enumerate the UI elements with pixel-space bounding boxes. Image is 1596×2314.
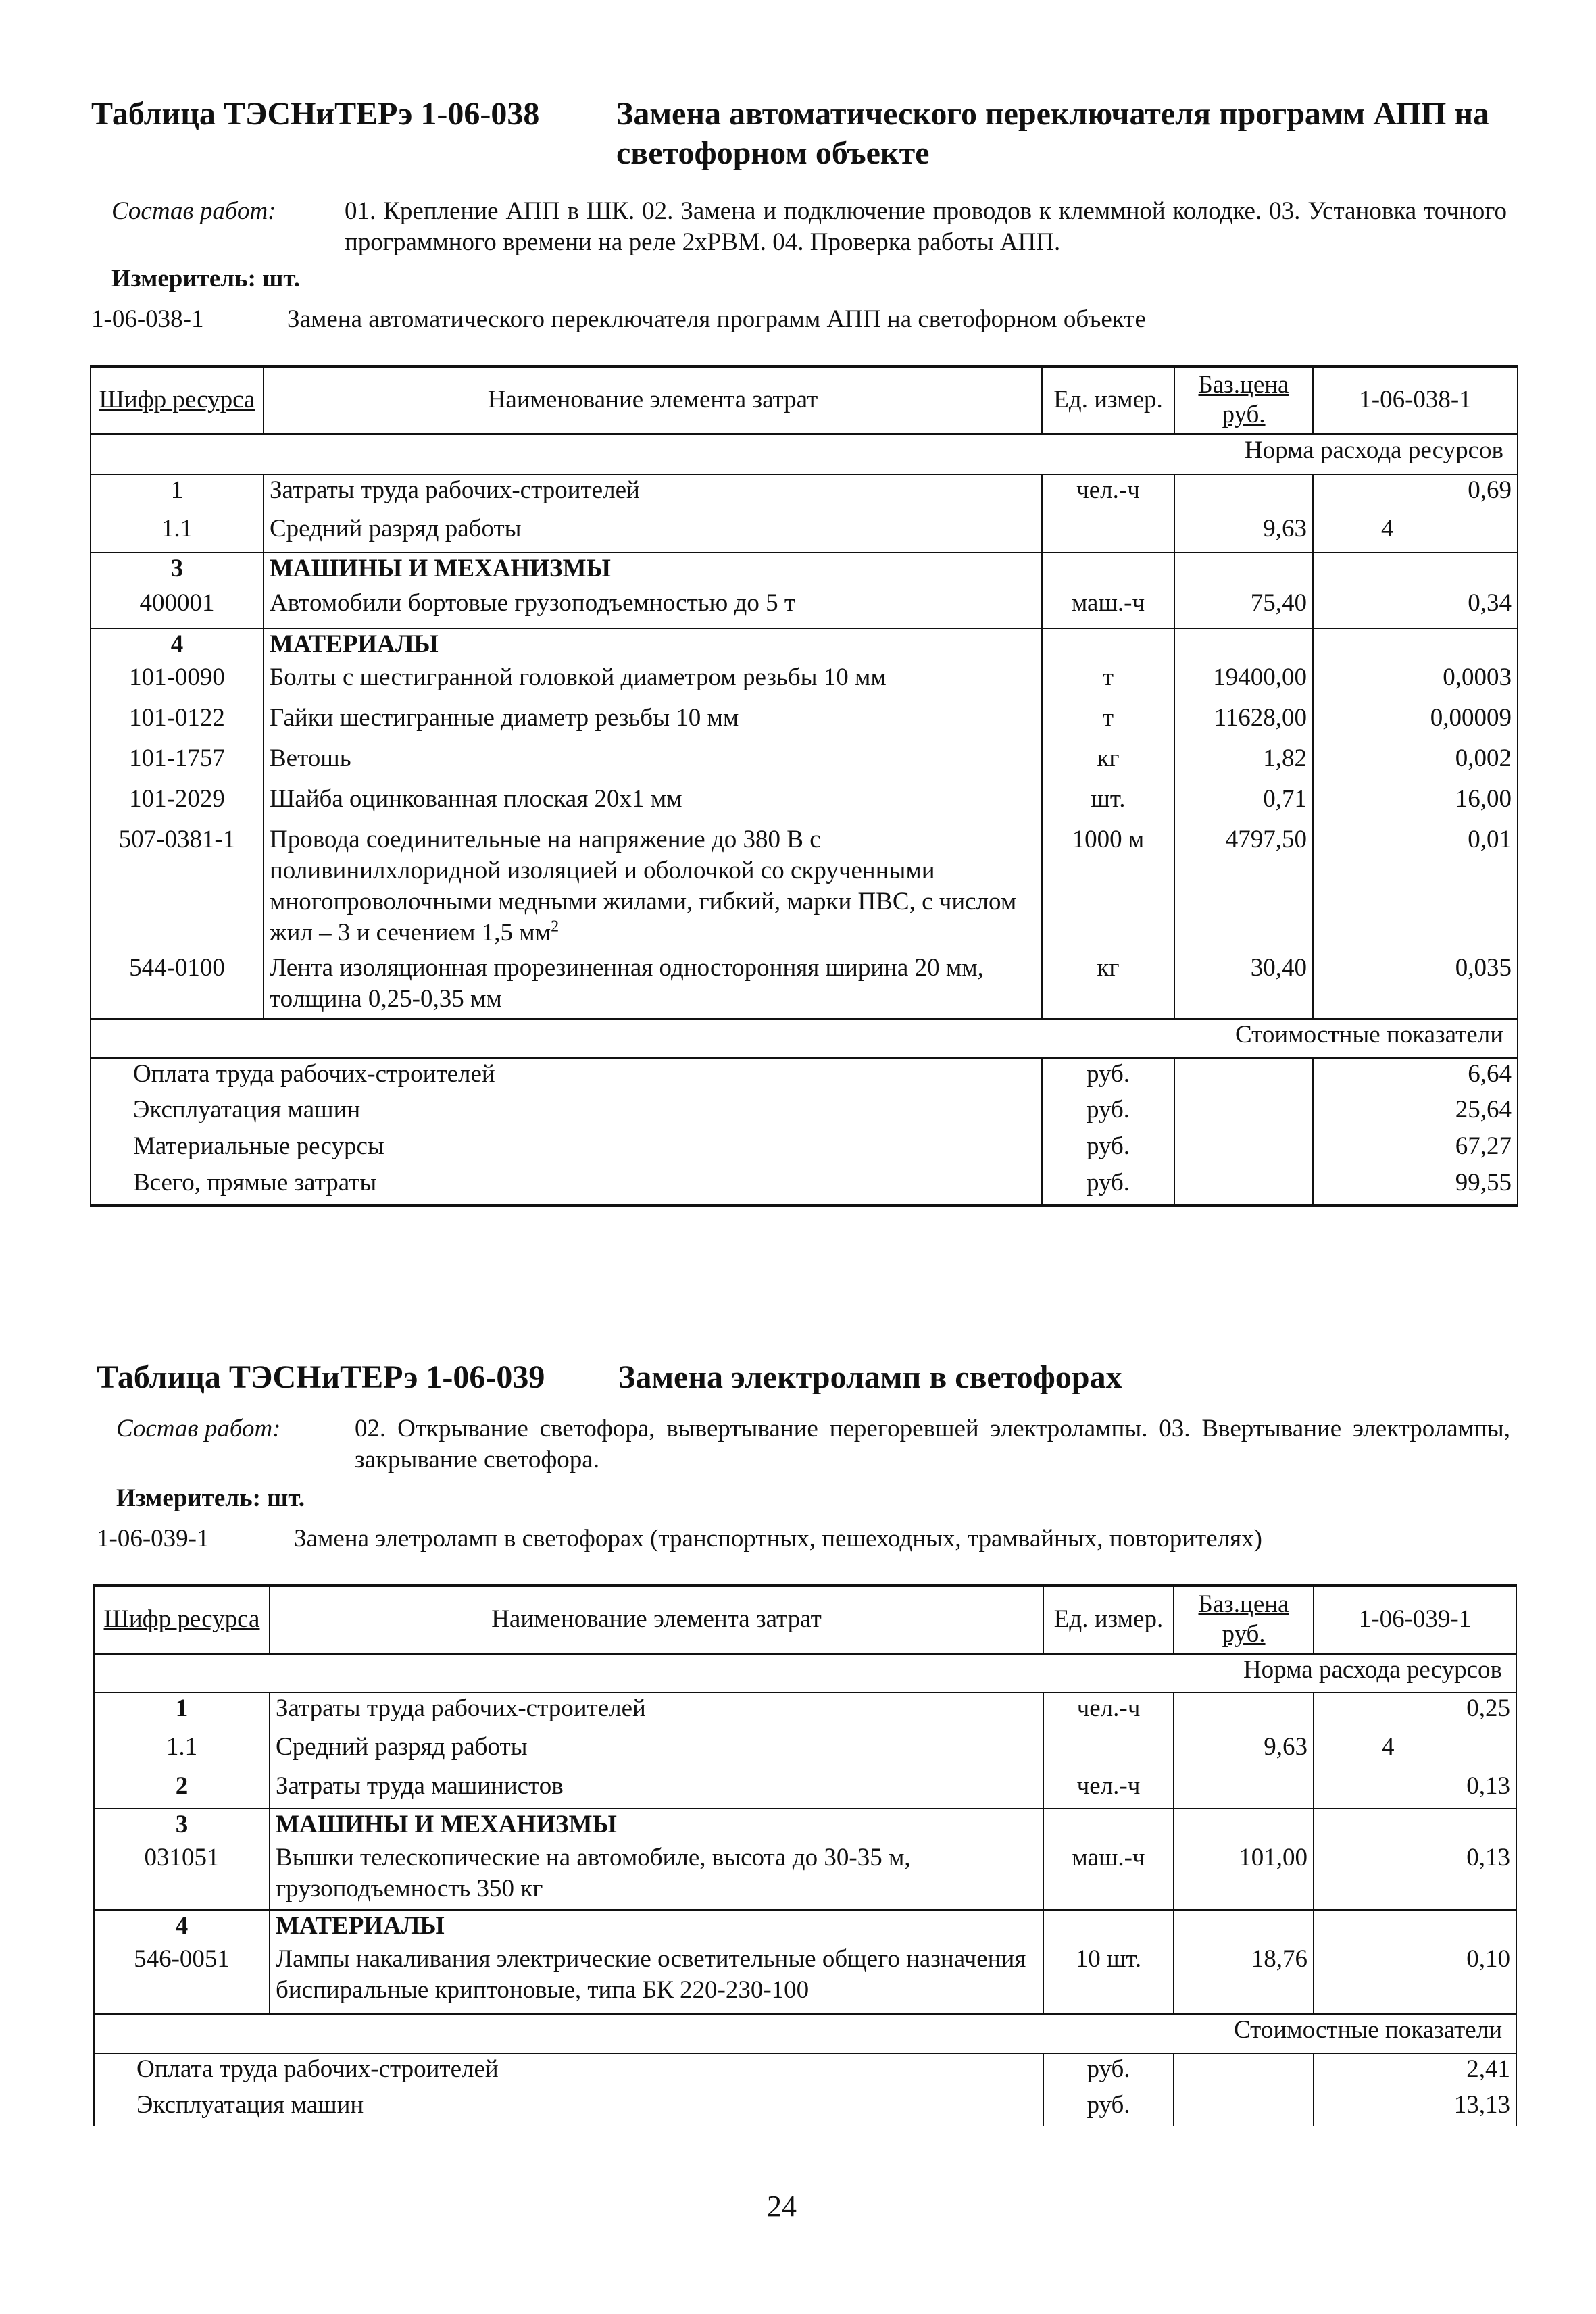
table-row <box>91 824 1518 953</box>
row-unit: чел.-ч <box>1043 1771 1174 1809</box>
row-unit: маш.-ч <box>1042 588 1174 628</box>
cost-name: Оплата труда рабочих-строителей <box>94 2053 1043 2090</box>
section-row <box>91 553 1518 588</box>
row-value: 0,035 <box>1313 953 1518 1019</box>
row-code: 101-0122 <box>91 703 264 743</box>
table2-composition-text: 02. Открывание светофора, вывертывание перегоревшей электролампы. 03. Ввертывание электролампы, закрывание светофора. <box>355 1415 1510 1474</box>
norm-band-row <box>91 434 1518 474</box>
row-value: 0,00009 <box>1313 703 1518 743</box>
row-name: Вышки телескопические на автомобиле, высота до 30-35 м, грузоподъемность 350 кг <box>270 1842 1043 1910</box>
row-value: 16,00 <box>1313 784 1518 824</box>
table-row <box>91 513 1518 553</box>
header-name: Наименование элемента затрат <box>264 366 1042 434</box>
row-price: 101,00 <box>1174 1842 1314 1910</box>
cost-value: 25,64 <box>1313 1095 1518 1131</box>
cost-unit: руб. <box>1042 1167 1174 1205</box>
cost-unit: руб. <box>1043 2053 1174 2090</box>
cost-value: 99,55 <box>1313 1167 1518 1205</box>
section-name: МАТЕРИАЛЫ <box>264 628 1042 662</box>
row-unit: т <box>1042 662 1174 703</box>
row-name: Болты с шестигранной головкой диаметром резьбы 10 мм <box>264 662 1042 703</box>
cost-value: 13,13 <box>1314 2090 1516 2126</box>
row-price: 0,71 <box>1174 784 1313 824</box>
row-value: 0,69 <box>1313 474 1518 513</box>
section-row <box>91 628 1518 662</box>
table2 <box>93 1584 1517 2126</box>
table2-title: Замена электроламп в светофорах <box>618 1359 1122 1395</box>
row-name: Гайки шестигранные диаметр резьбы 10 мм <box>264 703 1042 743</box>
table-row <box>94 1771 1516 1809</box>
cost-row <box>94 2090 1516 2126</box>
row-value: 0,0003 <box>1313 662 1518 703</box>
row-code: 1.1 <box>94 1732 270 1771</box>
cost-band: Стоимостные показатели <box>94 2014 1516 2053</box>
cost-value: 2,41 <box>1314 2053 1516 2090</box>
header-name: Наименование элемента затрат <box>270 1586 1043 1653</box>
cost-value: 67,27 <box>1313 1131 1518 1167</box>
cost-unit: руб. <box>1043 2090 1174 2126</box>
norm-band-row <box>94 1653 1516 1692</box>
row-value: 4 <box>1313 513 1518 553</box>
row-name: Затраты труда рабочих-строителей <box>270 1692 1043 1732</box>
row-price: 30,40 <box>1174 953 1313 1019</box>
row-value: 0,01 <box>1313 824 1518 953</box>
header-value: 1-06-038-1 <box>1313 366 1518 434</box>
row-code: 546-0051 <box>94 1944 270 2014</box>
row-code: 101-2029 <box>91 784 264 824</box>
row-unit <box>1042 513 1174 553</box>
header-value: 1-06-039-1 <box>1314 1586 1516 1653</box>
row-code: 507-0381-1 <box>91 824 264 953</box>
row-code: 400001 <box>91 588 264 628</box>
table1-header-row <box>91 366 1518 434</box>
row-name: Лампы накаливания электрические осветительные общего назначения биспиральные криптоновые, типа БК 220-230-100 <box>270 1944 1043 2014</box>
row-name: Шайба оцинкованная плоская 20х1 мм <box>264 784 1042 824</box>
section-name: МАШИНЫ И МЕХАНИЗМЫ <box>270 1809 1043 1842</box>
table-row <box>91 703 1518 743</box>
row-unit: маш.-ч <box>1043 1842 1174 1910</box>
cost-unit: руб. <box>1042 1058 1174 1095</box>
table2-code-desc: Замена элетроламп в светофорах (транспортных, пешеходных, трамвайных, повторителях) <box>294 1525 1262 1553</box>
table-row <box>94 1944 1516 2014</box>
row-price: 75,40 <box>1174 588 1313 628</box>
table-row <box>91 953 1518 1019</box>
row-name: Провода соединительные на напряжение до 380 В с поливинилхлоридной изоляцией и оболочкой со скрученными многопроволочными медными жилами, гибкий, марки ПВС, с числом жил – 3 и сечением 1,5 $мм^2$ <box>264 824 1042 953</box>
table2-header-row <box>94 1586 1516 1653</box>
row-unit: чел.-ч <box>1042 474 1174 513</box>
row-name: Затраты труда рабочих-строителей <box>264 474 1042 513</box>
cost-row <box>91 1167 1518 1205</box>
table-row <box>94 1732 1516 1771</box>
cost-row <box>91 1058 1518 1095</box>
row-unit: шт. <box>1042 784 1174 824</box>
table-row <box>94 1692 1516 1732</box>
row-code: 031051 <box>94 1842 270 1910</box>
row-price: 1,82 <box>1174 743 1313 784</box>
row-code: 1.1 <box>91 513 264 553</box>
row-price: 9,63 <box>1174 1732 1314 1771</box>
row-price: 11628,00 <box>1174 703 1313 743</box>
table1-composition-label: Состав работ: <box>111 197 276 225</box>
table2-composition-label: Состав работ: <box>116 1415 281 1442</box>
cost-unit: руб. <box>1042 1095 1174 1131</box>
cost-band-row <box>94 2014 1516 2053</box>
row-unit: кг <box>1042 743 1174 784</box>
row-price <box>1174 1771 1314 1809</box>
cost-name: Эксплуатация машин <box>91 1095 1042 1131</box>
row-price: 4797,50 <box>1174 824 1313 953</box>
row-code: 1 <box>91 474 264 513</box>
row-name: Средний разряд работы <box>264 513 1042 553</box>
row-value: 0,13 <box>1314 1842 1516 1910</box>
cost-row <box>94 2053 1516 2090</box>
cost-band-row <box>91 1019 1518 1058</box>
row-code: 101-0090 <box>91 662 264 703</box>
row-code: 101-1757 <box>91 743 264 784</box>
table-row <box>91 784 1518 824</box>
header-unit: Ед. измер. <box>1043 1586 1174 1653</box>
row-code: 2 <box>94 1771 270 1809</box>
header-price: Баз.цена руб. <box>1174 366 1313 434</box>
row-unit: чел.-ч <box>1043 1692 1174 1732</box>
row-value: 0,10 <box>1314 1944 1516 2014</box>
header-price: Баз.цена руб. <box>1174 1586 1314 1653</box>
row-code: 544-0100 <box>91 953 264 1019</box>
table2-unit: Измеритель: шт. <box>116 1484 305 1512</box>
table1-code-desc: Замена автоматического переключателя программ АПП на светофорном объекте <box>287 305 1146 333</box>
table2-label: Таблица ТЭСНиТЕРэ 1-06-039 <box>97 1359 545 1395</box>
row-name: Затраты труда машинистов <box>270 1771 1043 1809</box>
table1-composition-text: 01. Крепление АПП в ШК. 02. Замена и подключение проводов к клеммной колодке. 03. Установка точного программного времени на реле 2хРВМ. 04. Проверка работы АПП. <box>345 197 1507 256</box>
table-row <box>91 588 1518 628</box>
row-price <box>1174 474 1313 513</box>
table1-code: 1-06-038-1 <box>91 305 204 333</box>
cost-row <box>91 1131 1518 1167</box>
row-price <box>1174 1692 1314 1732</box>
cost-unit: руб. <box>1042 1131 1174 1167</box>
row-value: 0,25 <box>1314 1692 1516 1732</box>
row-value: 0,13 <box>1314 1771 1516 1809</box>
cost-name: Оплата труда рабочих-строителей <box>91 1058 1042 1095</box>
row-name: Лента изоляционная прорезиненная односторонняя ширина 20 мм, толщина 0,25-0,35 мм <box>264 953 1042 1019</box>
section-code: 3 <box>91 553 264 588</box>
table-row <box>91 662 1518 703</box>
row-code: 1 <box>94 1692 270 1732</box>
section-code: 4 <box>94 1910 270 1944</box>
row-name: Ветошь <box>264 743 1042 784</box>
cost-row <box>91 1095 1518 1131</box>
table1 <box>90 365 1518 1207</box>
table-row <box>94 1842 1516 1910</box>
norm-band: Норма расхода ресурсов <box>94 1653 1516 1692</box>
row-price: 19400,00 <box>1174 662 1313 703</box>
cost-name: Материальные ресурсы <box>91 1131 1042 1167</box>
row-price: 9,63 <box>1174 513 1313 553</box>
cost-name: Эксплуатация машин <box>94 2090 1043 2126</box>
header-code: Шифр ресурса <box>91 366 264 434</box>
section-row <box>94 1910 1516 1944</box>
section-row <box>94 1809 1516 1842</box>
row-unit <box>1043 1732 1174 1771</box>
table1-unit: Измеритель: шт. <box>111 265 301 293</box>
table2-code: 1-06-039-1 <box>97 1525 209 1553</box>
cost-band: Стоимостные показатели <box>91 1019 1518 1058</box>
row-unit: т <box>1042 703 1174 743</box>
row-unit: 1000 м <box>1042 824 1174 953</box>
section-name: МАШИНЫ И МЕХАНИЗМЫ <box>264 553 1042 588</box>
header-code: Шифр ресурса <box>94 1586 270 1653</box>
section-name: МАТЕРИАЛЫ <box>270 1910 1043 1944</box>
section-code: 4 <box>91 628 264 662</box>
row-value: 4 <box>1314 1732 1516 1771</box>
table1-title: Замена автоматического переключателя программ АПП на светофорном объекте <box>616 96 1490 171</box>
cost-name: Всего, прямые затраты <box>91 1167 1042 1205</box>
table-row <box>91 474 1518 513</box>
header-unit: Ед. измер. <box>1042 366 1174 434</box>
row-value: 0,34 <box>1313 588 1518 628</box>
norm-band: Норма расхода ресурсов <box>91 434 1518 474</box>
row-price: 18,76 <box>1174 1944 1314 2014</box>
table1-label: Таблица ТЭСНиТЕРэ 1-06-038 <box>91 96 540 132</box>
row-unit: 10 шт. <box>1043 1944 1174 2014</box>
row-unit: кг <box>1042 953 1174 1019</box>
table-row <box>91 743 1518 784</box>
row-name: Автомобили бортовые грузоподъемностью до 5 т <box>264 588 1042 628</box>
row-name: Средний разряд работы <box>270 1732 1043 1771</box>
page-number: 24 <box>767 2190 797 2223</box>
section-code: 3 <box>94 1809 270 1842</box>
cost-value: 6,64 <box>1313 1058 1518 1095</box>
row-value: 0,002 <box>1313 743 1518 784</box>
